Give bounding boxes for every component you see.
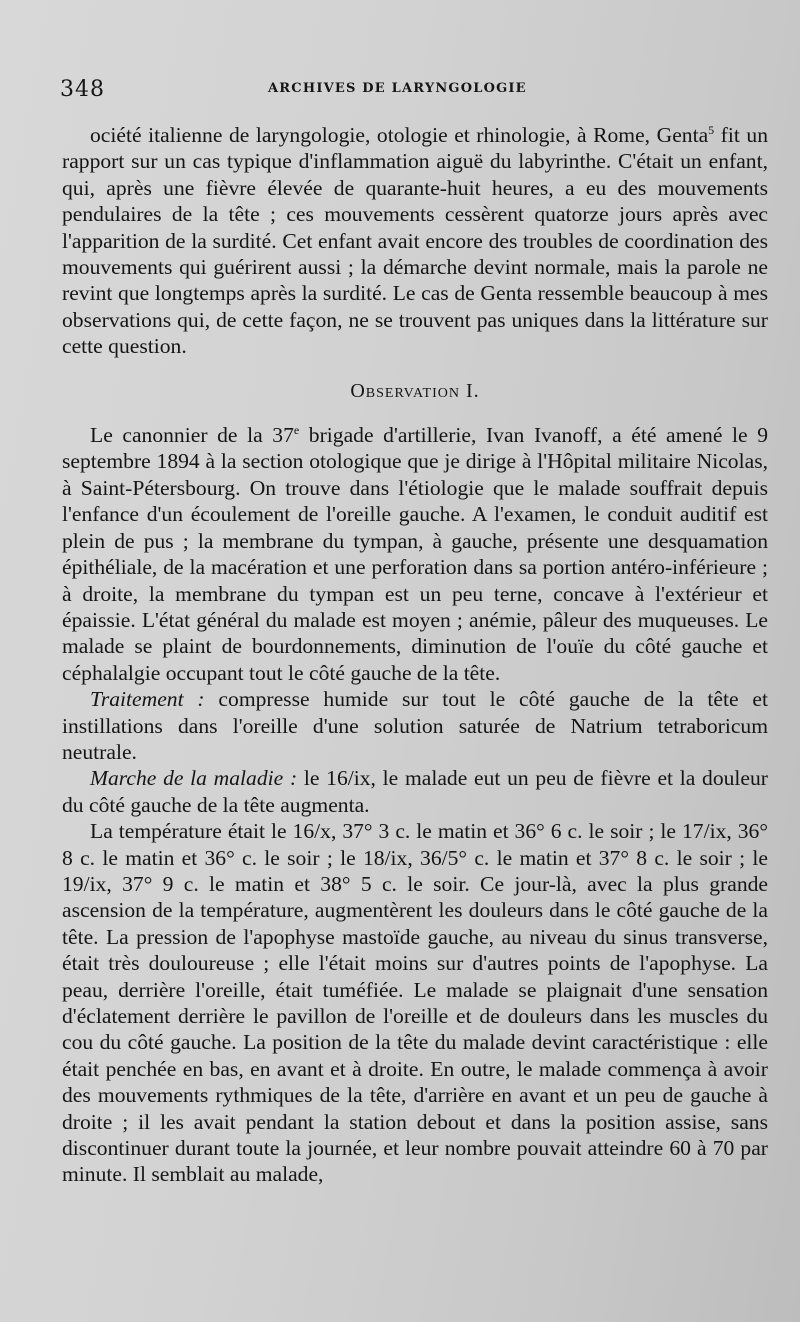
- observation-paragraph: [62, 422, 768, 686]
- page-header: [60, 76, 750, 106]
- section-heading: Observation I.: [350, 379, 480, 402]
- ordinal-superscript: e: [293, 423, 300, 438]
- observation-text-a: Le canonnier de la 37: [90, 423, 294, 448]
- course-text: le 16/ix, le malade eut un peu de fièvre et la douleur du côté gauche de la tête augmenta.: [62, 766, 768, 817]
- course-paragraph: [62, 765, 768, 818]
- treatment-label: Traitement :: [90, 687, 205, 712]
- temperature-paragraph: La température était le 16/x, 37° 3 c. le matin et 36° 6 c. le soir ; le 17/ix, 36° 8 c. le matin et 36° c. le soir ; le 18/ix, 36/5° c. le matin et 37° 8 c. le soir ; le 19/ix, 37° 9 c. le matin et 38° 5 c. le soir. Ce jour-là, avec la plus grande ascension de la température, augmentèrent les douleurs dans le côté gauche de la tête. La pression de l'apophyse mastoïde gauche, au niveau du sinus transverse, était très douloureuse ; elle l'était moins sur d'autres points de l'apophyse. La peau, derrière l'oreille, était tuméfiée. Le malade se plaignait d'une sensation d'éclatement derrière le pavillon de l'oreille et de douleurs dans les muscles du cou du côté gauche. La position de la tête du malade devint caractéristique : elle était penchée en bas, en avant et à droite. En outre, le malade commença à avoir des mouvements rythmiques de la tête, d'arrière en avant et un peu de gauche à droite ; il les avait pendant la station debout et dans la position assise, sans discontinuer durant toute la journée, et leur nombre pouvait atteindre 60 à 70 par minute. Il semblait au malade,: [62, 819, 768, 1187]
- intro-text-b: fit un rapport sur un cas typique d'inflammation aiguë du labyrinthe. C'était un enfant, qui, après une fièvre élevée de quarante-huit heures, a eu des mouvements pendulaires de la tête ; ces mouvements cessèrent quatorze jours après avec l'apparition de la surdité. Cet enfant avait encore des troubles de coordination des mouvements qui guérirent aussi ; la démarche devint normale, mais la parole ne revint que longtemps après la surdité. Le cas de Genta ressemble beaucoup à mes observations qui, de cette façon, ne se trouvent pas uniques dans la littérature sur cette question.: [62, 123, 768, 359]
- intro-text-a: ociété italienne de laryngologie, otologie et rhinologie, à Rome, Genta: [90, 123, 709, 147]
- page-body: [62, 122, 768, 1188]
- running-title: ARCHIVES DE LARYNGOLOGIE: [268, 81, 527, 96]
- footnote-ref: 5: [708, 123, 715, 137]
- course-label: Marche de la maladie :: [90, 766, 298, 791]
- treatment-text: compresse humide sur tout le côté gauche de la tête et instillations dans l'oreille d'une solution saturée de Natrium tetraboricum neutrale.: [62, 687, 769, 764]
- page-number: 348: [60, 77, 105, 102]
- treatment-paragraph: [62, 686, 768, 765]
- observation-text-b: brigade d'artillerie, Ivan Ivanoff, a été amené le 9 septembre 1894 à la section otologique que je dirige à l'Hôpital militaire Nicolas, à Saint-Pétersbourg. On trouve dans l'étiologie que le malade souffrait depuis l'enfance d'un écoulement de l'oreille gauche. A l'examen, le conduit auditif est plein de pus ; la membrane du tympan, à gauche, présente une desquamation épithéliale, de la macération et une perforation dans sa portion antéro-inférieure ; à droite, la membrane du tympan est un peu terne, concave à l'extérieur et épaissie. L'état général du malade est moyen ; anémie, pâleur des muqueuses. Le malade se plaint de bourdonnements, diminution de l'ouïe du côté gauche et céphalalgie occupant tout le côté gauche de la tête.: [62, 423, 768, 685]
- intro-paragraph: [62, 122, 768, 360]
